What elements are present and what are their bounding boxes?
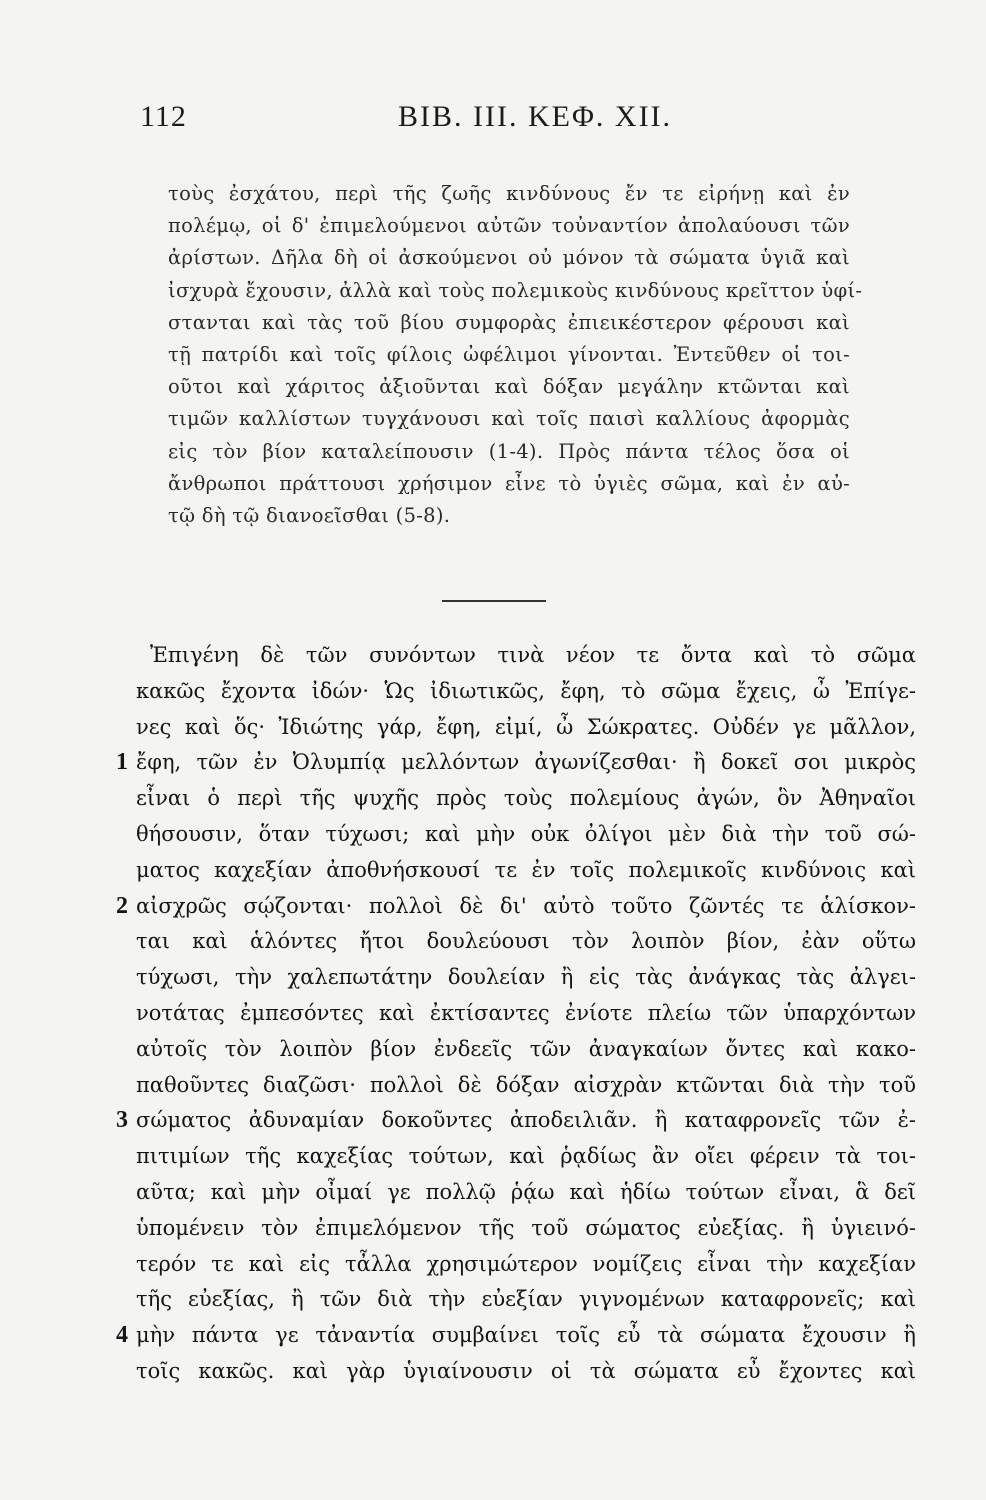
section-number: 1: [116, 749, 128, 776]
line-text: Ἐπιγένη δὲ τῶν συνόντων τινὰ νέον τε ὄντα καὶ τὸ σῶμα: [150, 643, 916, 667]
text-line: [136, 1175, 916, 1211]
line-text: αἰσχρῶς σῴζονται· πολλοὶ δὲ δι' αὐτὸ τοῦτο ζῶντές τε ἁλίσκον-: [136, 893, 916, 918]
text-line: [116, 1103, 916, 1139]
summary-line: εἰς τὸν βίον καταλείπουσιν (1-4). Πρὸς πάντα τέλος ὅσα οἱ: [168, 439, 850, 463]
text-line: [136, 638, 916, 674]
line-text: τύχωσι, τὴν χαλεπωτάτην δουλείαν ἢ εἰς τὰς ἀνάγκας τὰς ἀλγει-: [136, 965, 916, 990]
line-text: ὑπομένειν τὸν ἐπιμελόμενον τῆς τοῦ σώματος εὐεξίας. ἢ ὑγιεινό-: [136, 1215, 916, 1240]
text-line: [136, 1139, 916, 1175]
summary-line: τοὺς ἐσχάτου, περὶ τῆς ζωῆς κινδύνους ἔν τε εἰρήνῃ καὶ ἐν: [168, 182, 850, 205]
section-number: 3: [116, 1107, 128, 1134]
line-text: εἶναι ὁ περὶ τῆς ψυχῆς πρὸς τοὺς πολεμίους ἀγών, ὃν Ἀθηναῖοι: [136, 786, 916, 811]
summary-line: ἄνθρωποι πράττουσι χρήσιμον εἶνε τὸ ὑγιὲς σῶμα, καὶ ἐν αὐ-: [168, 471, 850, 495]
text-line: [136, 1032, 916, 1068]
text-line: [136, 996, 916, 1032]
text-line: [136, 1068, 916, 1104]
line-text: τῆς εὐεξίας, ἢ τῶν διὰ τὴν εὐεξίαν γιγνομένων καταφρονεῖς; καὶ: [136, 1287, 916, 1312]
section-number: 4: [116, 1322, 128, 1349]
summary-line: πολέμῳ, οἱ δ' ἐπιμελούμενοι αὐτῶν τοὐναντίον ἀπολαύουσι τῶν: [168, 214, 850, 238]
text-line: [136, 1282, 916, 1318]
page-number: 112: [140, 100, 187, 133]
page-header: [140, 100, 848, 144]
line-text: νες καὶ ὅς· Ἰδιώτης γάρ, ἔφη, εἰμί, ὦ Σώκρατες. Οὐδέν γε μᾶλλον,: [136, 714, 916, 739]
section-number: 2: [116, 892, 128, 919]
chapter-summary: [168, 178, 863, 532]
summary-line: οῦτοι καὶ χάριτος ἀξιοῦνται καὶ δόξαν μεγάλην κτῶνται καὶ: [168, 375, 850, 399]
text-line: [116, 889, 916, 925]
line-text: νοτάτας ἐμπεσόντες καὶ ἐκτίσαντες ἐνίοτε πλείω τῶν ὑπαρχόντων: [136, 1000, 916, 1025]
text-line: [136, 1247, 916, 1283]
line-text: θήσουσιν, ὅταν τύχωσι; καὶ μὴν οὐκ ὀλίγοι μὲν διὰ τὴν τοῦ σώ-: [136, 821, 916, 846]
line-text: αὐτοῖς τὸν λοιπὸν βίον ἐνδεεῖς τῶν ἀναγκαίων ὄντες καὶ κακο-: [136, 1036, 916, 1061]
line-text: αῦτα; καὶ μὴν οἶμαί γε πολλῷ ῥᾴω καὶ ἡδίω τούτων εἶναι, ἃ δεῖ: [136, 1179, 916, 1204]
text-line: [116, 745, 916, 781]
summary-line: τῷ δὴ τῷ διανοεῖσθαι (5-8).: [168, 503, 451, 527]
text-line: [136, 853, 916, 889]
text-line: [116, 1318, 916, 1354]
line-text: μὴν πάντα γε τἀναντία συμβαίνει τοῖς εὖ τὰ σώματα ἔχουσιν ἢ: [136, 1323, 916, 1348]
line-text: παθοῦντες διαζῶσι· πολλοὶ δὲ δόξαν αἰσχρὰν κτῶνται διὰ τὴν τοῦ: [136, 1072, 916, 1097]
summary-line: στανται καὶ τὰς τοῦ βίου συμφορὰς ἐπιεικέστερον φέρουσι καὶ: [168, 310, 850, 334]
line-text: ματος καχεξίαν ἀποθνήσκουσί τε ἐν τοῖς πολεμικοῖς κινδύνοις καὶ: [136, 857, 916, 882]
text-line: [136, 1211, 916, 1247]
summary-line: τιμῶν καλλίστων τυγχάνουσι καὶ τοῖς παισὶ καλλίους ἀφορμὰς: [168, 407, 850, 431]
running-head: ΒΙΒ. ΙΙΙ. ΚΕΦ. ΧΙΙ.: [398, 100, 673, 133]
text-line: [136, 781, 916, 817]
text-line: [136, 817, 916, 853]
summary-line: ἀρίστων. Δῆλα δὴ οἱ ἀσκούμενοι οὐ μόνον τὰ σώματα ὑγιᾶ καὶ: [168, 246, 850, 270]
line-text: κακῶς ἔχοντα ἰδών· Ὡς ἰδιωτικῶς, ἔφη, τὸ σῶμα ἔχεις, ὦ Ἐπίγε-: [136, 678, 916, 703]
summary-line: ἰσχυρὰ ἔχουσιν, ἀλλὰ καὶ τοὺς πολεμικοὺς κινδύνους κρεῖττον ὑφί-: [168, 278, 863, 302]
section-divider: [442, 600, 546, 602]
line-text: ἔφη, τῶν ἐν Ὀλυμπίᾳ μελλόντων ἀγωνίζεσθαι· ἢ δοκεῖ σοι μικρὸς: [136, 750, 916, 775]
summary-line: τῇ πατρίδι καὶ τοῖς φίλοις ὠφέλιμοι γίνονται. Ἐντεῦθεν οἱ τοι-: [168, 342, 850, 366]
line-text: πιτιμίων τῆς καχεξίας τούτων, καὶ ῥᾳδίως ἂν οἴει φέρειν τὰ τοι-: [136, 1144, 916, 1169]
text-line: [136, 960, 916, 996]
text-line: [136, 710, 916, 746]
line-text: σώματος ἀδυναμίαν δοκοῦντες ἀποδειλιᾶν. ἢ καταφρονεῖς τῶν ἐ-: [136, 1108, 916, 1133]
line-text: τερόν τε καὶ εἰς τἆλλα χρησιμώτερον νομίζεις εἶναι τὴν καχεξίαν: [136, 1251, 916, 1276]
line-text: τοῖς κακῶς. καὶ γὰρ ὑγιαίνουσιν οἱ τὰ σώματα εὖ ἔχοντες καὶ: [136, 1358, 916, 1383]
line-text: ται καὶ ἁλόντες ἤτοι δουλεύουσι τὸν λοιπὸν βίον, ἐὰν οὕτω: [136, 929, 916, 954]
text-line: [136, 924, 916, 960]
main-text: [116, 638, 916, 1390]
text-line: [136, 674, 916, 710]
text-line: [136, 1354, 916, 1390]
